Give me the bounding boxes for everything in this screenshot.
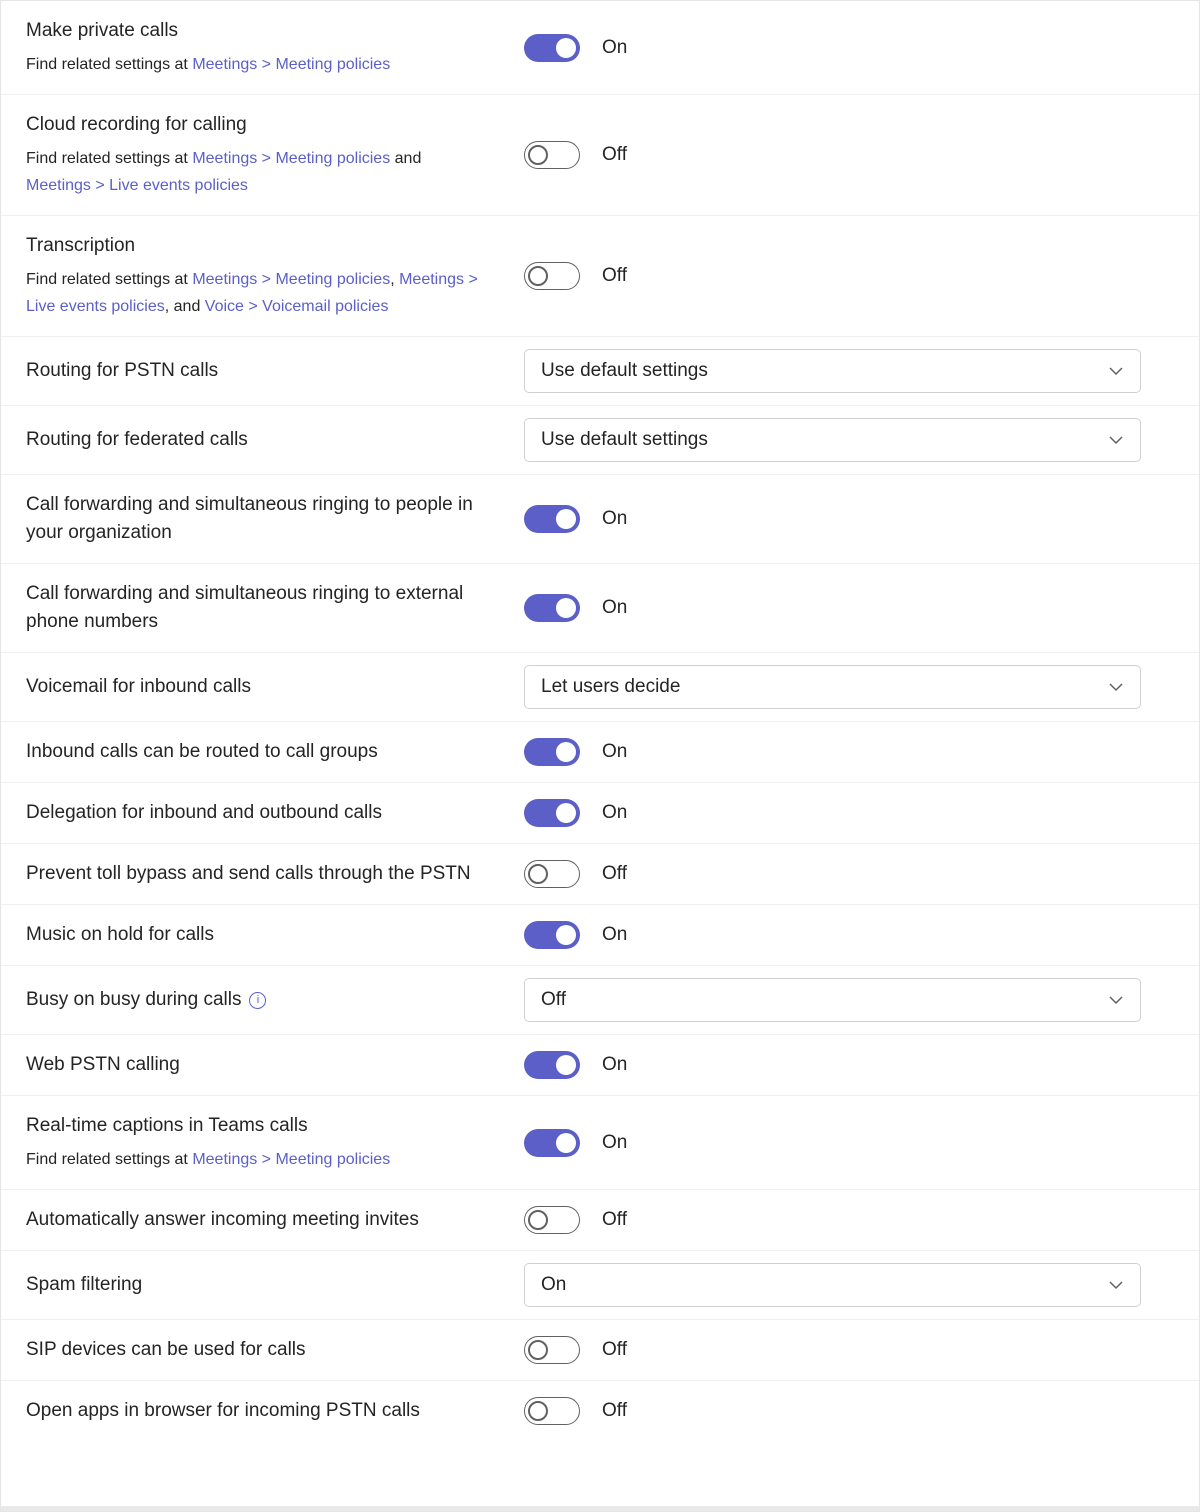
toggle-status: On (602, 1131, 628, 1153)
setting-help-realtime-captions (26, 1146, 486, 1173)
toggle-auto-answer[interactable] (524, 1206, 580, 1234)
setting-row-call-forwarding-external (1, 563, 1199, 652)
toggle-sip-devices[interactable] (524, 1336, 580, 1364)
chevron-down-icon (1106, 990, 1126, 1010)
setting-label-make-private-calls: Make private calls (26, 20, 179, 41)
setting-label-transcription: Transcription (26, 235, 136, 256)
toggle-knob (556, 1133, 576, 1153)
setting-label-open-apps-browser: Open apps in browser for incoming PSTN calls (26, 1400, 420, 1421)
dropdown-value: Use default settings (541, 360, 708, 381)
setting-label-music-on-hold: Music on hold for calls (26, 924, 214, 945)
setting-row-voicemail-inbound (1, 652, 1199, 721)
toggle-knob (528, 145, 548, 165)
setting-help-cloud-recording (26, 145, 486, 199)
toggle-realtime-captions[interactable] (524, 1129, 580, 1157)
setting-label-web-pstn: Web PSTN calling (26, 1054, 180, 1075)
dropdown-routing-pstn[interactable] (524, 349, 1141, 393)
setting-row-routing-pstn (1, 336, 1199, 405)
toggle-cloud-recording[interactable] (524, 141, 580, 169)
toggle-knob (556, 38, 576, 58)
toggle-status: On (602, 597, 628, 618)
toggle-prevent-toll-bypass[interactable] (524, 860, 580, 888)
setting-row-sip-devices (1, 1319, 1199, 1380)
dropdown-value: Off (541, 989, 566, 1010)
toggle-knob (528, 1210, 548, 1230)
link-meetings-live-events-policies[interactable]: Meetings > Live events policies (26, 177, 248, 194)
dropdown-busy-on-busy[interactable] (524, 978, 1141, 1022)
setting-row-spam-filtering (1, 1250, 1199, 1319)
toggle-make-private-calls[interactable] (524, 34, 580, 62)
dropdown-spam-filtering[interactable] (524, 1263, 1141, 1307)
setting-row-cloud-recording (1, 94, 1199, 215)
toggle-knob (528, 1340, 548, 1360)
setting-label-prevent-toll-bypass: Prevent toll bypass and send calls through the PSTN (26, 863, 471, 884)
setting-label-call-forwarding-org: Call forwarding and simultaneous ringing to people in your organization (26, 494, 473, 543)
setting-row-make-private-calls (1, 1, 1199, 94)
toggle-status: On (602, 36, 628, 58)
link-meetings-meeting-policies[interactable]: Meetings > Meeting policies (192, 150, 391, 167)
setting-label-routing-pstn: Routing for PSTN calls (26, 360, 219, 381)
toggle-knob (556, 742, 576, 762)
toggle-call-forwarding-org[interactable] (524, 505, 580, 533)
setting-row-delegation (1, 782, 1199, 843)
toggle-status: On (602, 1054, 628, 1075)
setting-row-prevent-toll-bypass (1, 843, 1199, 904)
setting-row-web-pstn (1, 1034, 1199, 1095)
toggle-knob (556, 925, 576, 945)
toggle-status: Off (602, 144, 627, 165)
dropdown-voicemail-inbound[interactable] (524, 665, 1141, 709)
help-text: and (390, 150, 422, 167)
toggle-knob (556, 803, 576, 823)
toggle-status: On (602, 924, 628, 945)
setting-label-delegation: Delegation for inbound and outbound calls (26, 802, 382, 823)
dropdown-value: Use default settings (541, 429, 708, 450)
toggle-status: Off (602, 1400, 627, 1421)
setting-label-voicemail-inbound: Voicemail for inbound calls (26, 676, 251, 697)
setting-row-realtime-captions (1, 1095, 1199, 1189)
info-icon[interactable]: i (249, 992, 266, 1009)
toggle-status: Off (602, 863, 627, 884)
toggle-knob (556, 598, 576, 618)
dropdown-value: On (541, 1274, 567, 1295)
link-meetings-live-events-policies[interactable]: Meetings > Live events policies (26, 271, 478, 315)
toggle-status: Off (602, 265, 627, 286)
toggle-knob (556, 509, 576, 529)
setting-row-music-on-hold (1, 904, 1199, 965)
toggle-knob (528, 266, 548, 286)
help-text: Find related settings at (26, 271, 193, 288)
toggle-web-pstn[interactable] (524, 1051, 580, 1079)
help-text: Find related settings at (26, 1151, 193, 1168)
toggle-knob (556, 1055, 576, 1075)
toggle-status: Off (602, 1209, 627, 1230)
link-meetings-meeting-policies[interactable]: Meetings > Meeting policies (192, 271, 391, 288)
help-text: , and (164, 298, 205, 315)
setting-label-realtime-captions: Real-time captions in Teams calls (26, 1115, 308, 1136)
toggle-status: On (602, 741, 628, 762)
setting-label-sip-devices: SIP devices can be used for calls (26, 1339, 306, 1360)
setting-label-busy-on-busy: Busy on busy during calls i (26, 986, 486, 1014)
setting-label-spam-filtering: Spam filtering (26, 1274, 143, 1295)
setting-help-make-private-calls (26, 51, 486, 78)
setting-row-routing-federated (1, 405, 1199, 474)
toggle-knob (528, 1401, 548, 1421)
setting-label-call-forwarding-external: Call forwarding and simultaneous ringing to external phone numbers (26, 583, 464, 632)
toggle-call-forwarding-external[interactable] (524, 594, 580, 622)
toggle-knob (528, 864, 548, 884)
setting-help-transcription (26, 266, 486, 320)
toggle-status: Off (602, 1339, 627, 1360)
link-meetings-meeting-policies[interactable]: Meetings > Meeting policies (192, 1151, 391, 1168)
setting-label-inbound-call-groups: Inbound calls can be routed to call groups (26, 741, 378, 762)
setting-label-cloud-recording: Cloud recording for calling (26, 114, 247, 135)
dropdown-value: Let users decide (541, 676, 681, 697)
help-text: , (390, 271, 400, 288)
setting-label-auto-answer: Automatically answer incoming meeting invites (26, 1209, 419, 1230)
link-meetings-meeting-policies[interactable]: Meetings > Meeting policies (192, 56, 391, 73)
setting-label-routing-federated: Routing for federated calls (26, 429, 248, 450)
toggle-delegation[interactable] (524, 799, 580, 827)
toggle-inbound-call-groups[interactable] (524, 738, 580, 766)
setting-row-transcription (1, 215, 1199, 336)
link-voice-voicemail-policies[interactable]: Voice > Voicemail policies (204, 298, 389, 315)
help-text: Find related settings at (26, 56, 193, 73)
bottom-edge-strip (1, 1506, 1199, 1511)
toggle-music-on-hold[interactable] (524, 921, 580, 949)
toggle-status: On (602, 802, 628, 823)
setting-row-inbound-call-groups (1, 721, 1199, 782)
chevron-down-icon (1106, 361, 1126, 381)
dropdown-routing-federated[interactable] (524, 418, 1141, 462)
help-text: Find related settings at (26, 150, 193, 167)
setting-row-busy-on-busy (1, 965, 1199, 1034)
setting-row-open-apps-browser (1, 1380, 1199, 1441)
setting-row-call-forwarding-org (1, 474, 1199, 563)
chevron-down-icon (1106, 430, 1126, 450)
chevron-down-icon (1106, 677, 1126, 697)
toggle-open-apps-browser[interactable] (524, 1397, 580, 1425)
toggle-status: On (602, 508, 628, 529)
setting-row-auto-answer (1, 1189, 1199, 1250)
toggle-transcription[interactable] (524, 262, 580, 290)
chevron-down-icon (1106, 1275, 1126, 1295)
